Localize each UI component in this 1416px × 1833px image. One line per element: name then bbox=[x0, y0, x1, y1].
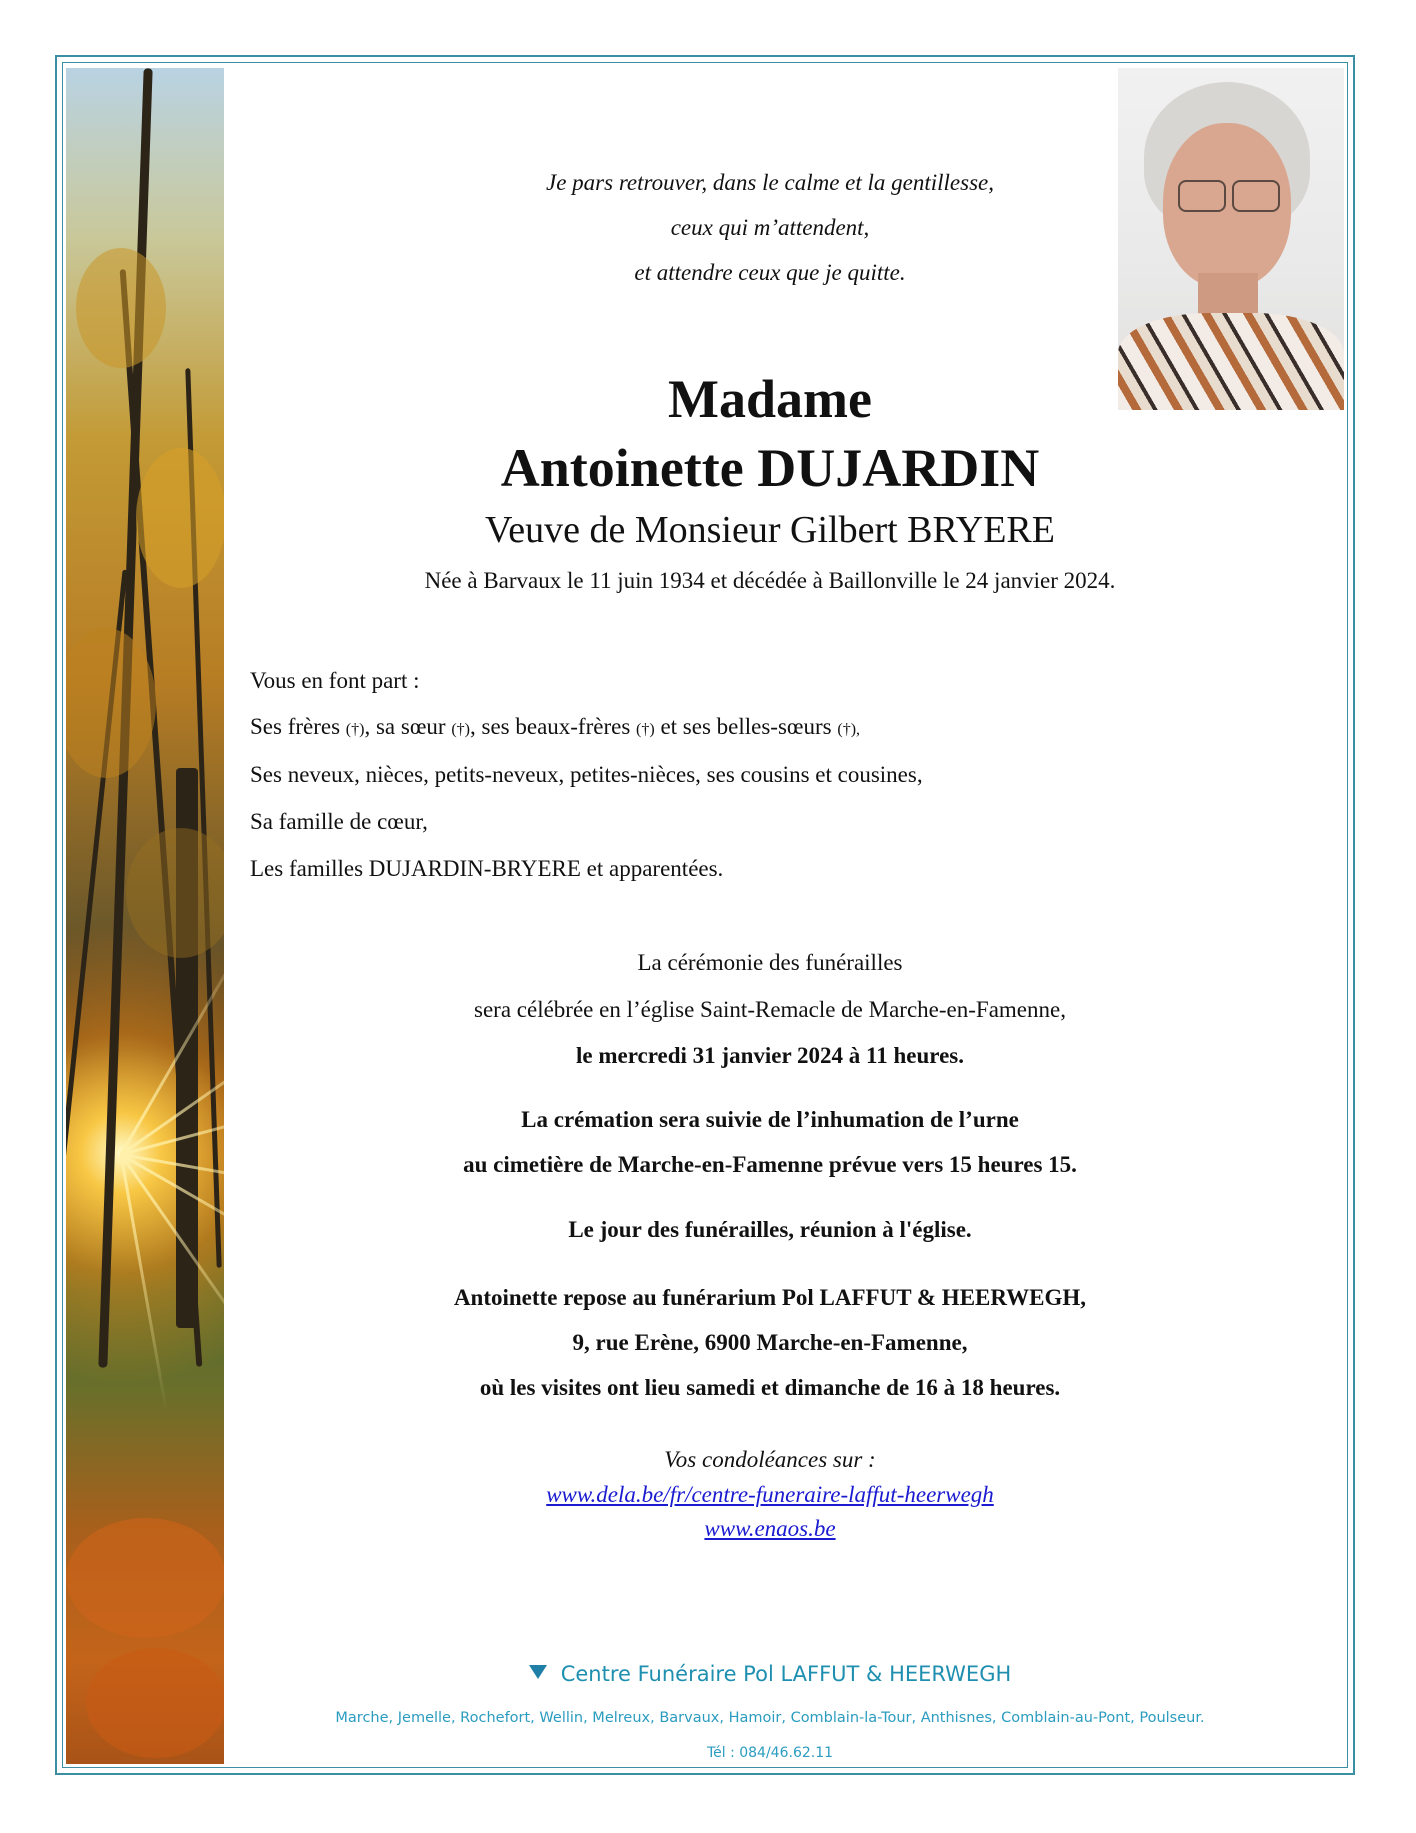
family-intro: Vous en font part : bbox=[250, 668, 420, 693]
reunion-note: Le jour des funérailles, réunion à l'église. bbox=[568, 1217, 972, 1242]
birth-death: Née à Barvaux le 11 juin 1934 et décédée à Baillonville le 24 janvier 2024. bbox=[424, 568, 1116, 593]
portrait-photo bbox=[1118, 68, 1344, 410]
condolences-label: Vos condoléances sur : bbox=[664, 1447, 876, 1472]
deceased-name: Antoinette DUJARDIN bbox=[500, 438, 1040, 498]
ceremony-line-1: La cérémonie des funérailles bbox=[637, 950, 903, 975]
family-line-3: Sa famille de cœur, bbox=[250, 809, 428, 834]
repose-line-1: Antoinette repose au funérarium Pol LAFFUT & HEERWEGH, bbox=[453, 1285, 1087, 1310]
condolences-link-dela[interactable]: www.dela.be/fr/centre-funeraire-laffut-heerwegh bbox=[546, 1482, 994, 1507]
poem-line-3: et attendre ceux que je quitte. bbox=[634, 260, 906, 285]
family-line-4: Les familles DUJARDIN-BRYERE et apparentées. bbox=[250, 856, 724, 881]
footer-towns: Marche, Jemelle, Rochefort, Wellin, Melreux, Barvaux, Hamoir, Comblain-la-Tour, Anthisnes, Comblain-au-Pont, Poulseur. bbox=[335, 1710, 1205, 1726]
cremation-line-2: au cimetière de Marche-en-Famenne prévue vers 15 heures 15. bbox=[463, 1152, 1077, 1177]
footer-phone: Tél : 084/46.62.11 bbox=[706, 1745, 834, 1761]
condolences-link-enaos[interactable]: www.enaos.be bbox=[704, 1516, 836, 1541]
family-line-2: Ses neveux, nièces, petits-neveux, petites-nièces, ses cousins et cousines, bbox=[250, 762, 923, 787]
repose-line-3: où les visites ont lieu samedi et dimanche de 16 à 18 heures. bbox=[479, 1375, 1061, 1400]
deceased-title: Madame bbox=[668, 369, 872, 429]
widow-of: Veuve de Monsieur Gilbert BRYERE bbox=[485, 509, 1055, 551]
poem-line-1: Je pars retrouver, dans le calme et la gentillesse, bbox=[546, 170, 994, 195]
cremation-line-1: La crémation sera suivie de l’inhumation de l’urne bbox=[521, 1107, 1019, 1132]
autumn-forest-image bbox=[66, 68, 224, 1764]
ceremony-line-2: sera célébrée en l’église Saint-Remacle de Marche-en-Famenne, bbox=[474, 997, 1066, 1022]
triangle-down-icon bbox=[529, 1665, 547, 1679]
family-line-1: Ses frères (†), sa sœur (†), ses beaux-frères (†) et ses belles-sœurs (†), bbox=[250, 714, 861, 739]
footer-company: Centre Funéraire Pol LAFFUT & HEERWEGH bbox=[300, 1662, 1240, 1686]
ceremony-date: le mercredi 31 janvier 2024 à 11 heures. bbox=[576, 1043, 964, 1068]
repose-line-2: 9, rue Erène, 6900 Marche-en-Famenne, bbox=[572, 1330, 968, 1355]
poem-line-2: ceux qui m’attendent, bbox=[670, 215, 870, 240]
